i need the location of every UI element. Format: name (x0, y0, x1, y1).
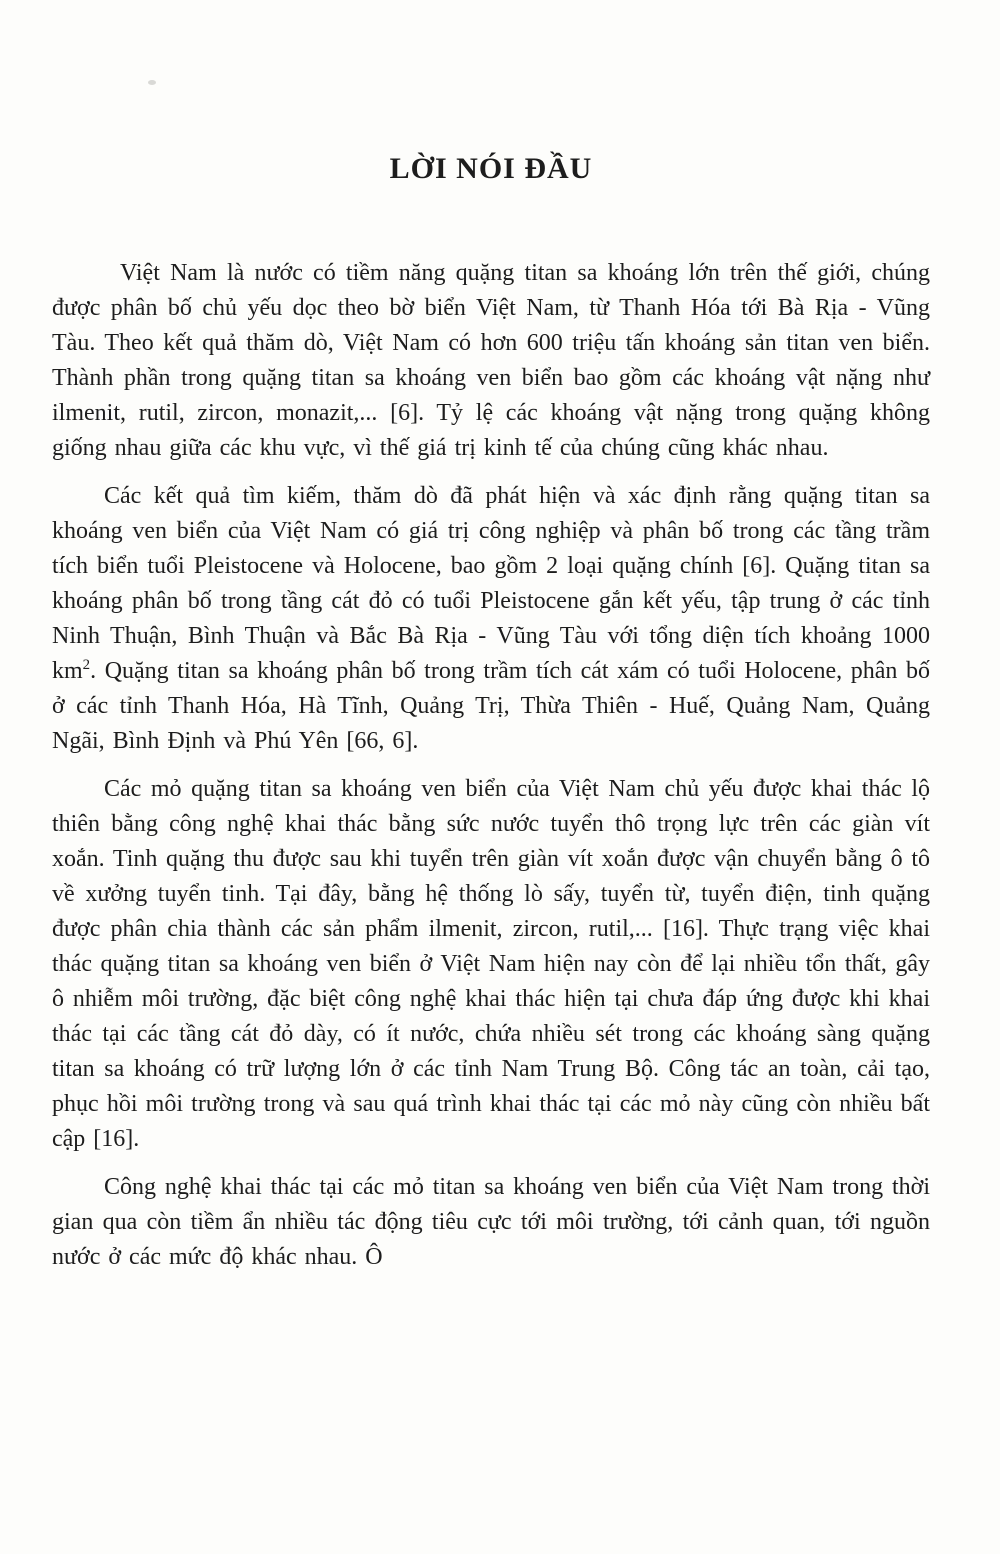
paragraph-ore-distribution (52, 479, 930, 759)
paragraph-ore-distribution-text-pre: Các kết quả tìm kiếm, thăm dò đã phát hiện và xác định rằng quặng titan sa khoáng ven biển của Việt Nam có giá trị công nghiệp và phân bố trong các tầng trầm tích biển tuổi Pleistocene và Holocene, bao gồm 2 loại quặng chính [6]. Quặng titan sa khoáng phân bố trong tầng cát đỏ có tuổi Pleistocene gắn kết yếu, tập trung ở các tỉnh Ninh Thuận, Bình Thuận và Bắc Bà Rịa - Vũng Tàu với tổng diện tích khoảng 1000 km (52, 483, 930, 684)
paragraph-environmental-impact: Công nghệ khai thác tại các mỏ titan sa khoáng ven biển của Việt Nam trong thời gian qua còn tiềm ẩn nhiều tác động tiêu cực tới môi trường, tới cảnh quan, tới nguồn nước ở các mức độ khác nhau. Ô (52, 1174, 930, 1270)
km-squared-superscript: 2 (82, 657, 91, 673)
scan-artifact (148, 80, 156, 85)
paragraph-intro: Việt Nam là nước có tiềm năng quặng titan sa khoáng lớn trên thế giới, chúng được phân bố chủ yếu dọc theo bờ biển Việt Nam, từ Thanh Hóa tới Bà Rịa - Vũng Tàu. Theo kết quả thăm dò, Việt Nam có hơn 600 triệu tấn khoáng sản titan ven biển. Thành phần trong quặng titan sa khoáng ven biển bao gồm các khoáng vật nặng như ilmenit, rutil, zircon, monazit,... [6]. Tỷ lệ các khoáng vật nặng trong quặng không giống nhau giữa các khu vực, vì thế giá trị kinh tế của chúng cũng khác nhau. (52, 260, 930, 461)
paragraph-ore-distribution-text-post: . Quặng titan sa khoáng phân bố trong trầm tích cát xám có tuổi Holocene, phân bố ở các tỉnh Thanh Hóa, Hà Tĩnh, Quảng Trị, Thừa Thiên - Huế, Quảng Nam, Quảng Ngãi, Bình Định và Phú Yên [66, 6]. (52, 658, 930, 754)
paragraph-mining-technology: Các mỏ quặng titan sa khoáng ven biển của Việt Nam chủ yếu được khai thác lộ thiên bằng công nghệ khai thác bằng sức nước tuyển thô trọng lực trên các giàn vít xoắn. Tinh quặng thu được sau khi tuyển trên giàn vít xoắn được vận chuyển bằng ô tô về xưởng tuyển tinh. Tại đây, bằng hệ thống lò sấy, tuyển từ, tuyển điện, tinh quặng được phân chia thành các sản phẩm ilmenit, zircon, rutil,... [16]. Thực trạng việc khai thác quặng titan sa khoáng ven biển ở Việt Nam hiện nay còn để lại nhiều tổn thất, gây ô nhiễm môi trường, đặc biệt công nghệ khai thác hiện tại chưa đáp ứng được khi khai thác tại các tầng cát đỏ dày, có ít nước, chứa nhiều sét trong các khoáng sàng quặng titan sa khoáng có trữ lượng lớn ở các tỉnh Nam Trung Bộ. Công tác an toàn, cải tạo, phục hồi môi trường trong và sau quá trình khai thác tại các mỏ này cũng còn nhiều bất cập [16]. (52, 776, 930, 1152)
page-title: LỜI NÓI ĐẦU (389, 152, 593, 185)
